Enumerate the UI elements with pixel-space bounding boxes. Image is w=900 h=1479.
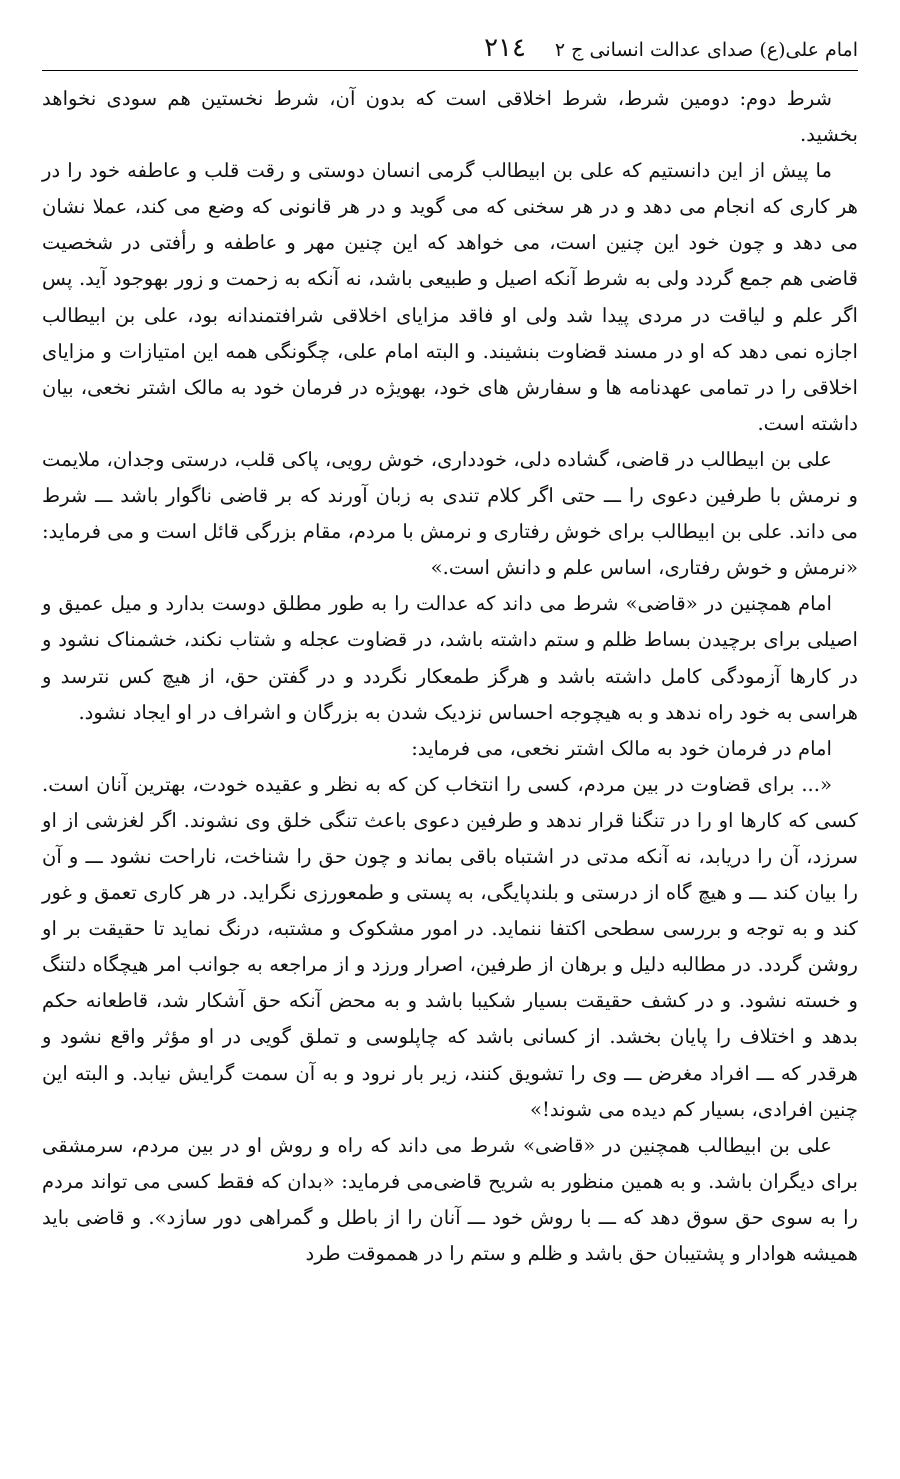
paragraph-quote-intro: امام در فرمان خود به مالک اشتر نخعی، می فرماید: <box>411 736 832 760</box>
book-page <box>42 34 858 1459</box>
page-number: ۲۱٤ <box>484 33 526 63</box>
paragraph-gentleness: علی بن ابیطالب در قاضی، گشاده دلی، خودداری، خوش رویی، پاکی قلب، درستی وجدان، ملایمت و نرمش با طرفین دعوی را ـــ حتی اگر کلام تندی به زبان آورند که بر قاضی ناگوار باشد ـــ شرط می داند. علی بن ابیطالب برای خوش رفتاری و نرمش با مردم، مقام بزرگی قائل است و می فرماید: «نرمش و خوش رفتاری، اساس علم و دانش است.» <box>42 447 858 580</box>
page-header <box>42 34 858 71</box>
paragraph-moral-qualities: ما پیش از این دانستیم که علی بن ابیطالب گرمی انسان دوستی و رقت قلب و عاطفه خود را در هر کاری که انجام می دهد و در هر سخنی که می گوید و در هر قانونی که وضع می کند، عملا نشان می دهد و چون خود این چنین است، می خواهد که این چنین مهر و عاطفه و رأفتی در شخصیت قاضی هم جمع گردد ولی به شرط آنکه اصیل و طبیعی باشد، نه آنکه به زحمت و زور بهوجود آید. پس اگر علم و لیاقت در مردی پیدا شد ولی او فاقد مزایای اخلاقی شرافتمندانه بود، علی بن ابیطالب اجازه نمی دهد که او در مسند قضاوت بنشیند. و البته امام علی، چگونگی همه این امتیازات و مزایای اخلاقی را در تمامی عهدنامه ها و سفارش های خود، بهویژه در فرمان خود به مالک اشتر نخعی، بیان داشته است. <box>42 159 858 435</box>
paragraph-love-of-justice: امام همچنین در «قاضی» شرط می داند که عدالت را به طور مطلق دوست بدارد و میل عمیق و اصیلی برای برچیدن بساط ظلم و ستم داشته باشد، در قضاوت عجله و شتاب نکند، خشمناک نشود و در کارها آزمودگی کامل داشته باشد و هرگز طمعکار نگردد و در گفتن حق، از هیچ کس نترسد و هراسی به خود راه ندهد و به هیچوجه احساس نزدیک شدن به بزرگان و اشراف در او ایجاد نشود. <box>42 592 858 724</box>
page-body <box>42 81 858 1272</box>
running-title: امام علی(ع) صدای عدالت انسانی ج ۲ <box>554 39 858 61</box>
paragraph-second-condition: شرط دوم: دومین شرط، شرط اخلاقی است که بدون آن، شرط نخستین هم سودی نخواهد بخشید. <box>42 87 858 147</box>
paragraph-role-model: علی بن ابیطالب همچنین در «قاضی» شرط می داند که راه و روش او در بین مردم، سرمشقی برای دیگران باشد. و به همین منظور به شریح قاضی‌می فرماید: «بدان که فقط کسی می تواند مردم را به سوی حق سوق دهد که ـــ با روش خود ـــ آنان را از باطل و گمراهی دور سازد». و قاضی باید همیشه هوادار و پشتیبان حق باشد و ظلم و ستم را در همموقت طرد <box>42 1133 858 1265</box>
paragraph-malik-ashtar-quote: «... برای قضاوت در بین مردم، کسی را انتخاب کن که به نظر و عقیده خودت، بهترین آنان است. کسی که کارها او را در تنگنا قرار ندهد و طرفین دعوی باعث تنگی خلق وی نشوند. اگر لغزشی از او سرزد، آن را دریابد، نه آنکه مدتی در اشتباه باقی بماند و چون حق را شناخت، ناراحت نشود ـــ و آن را بیان کند ـــ و هیچ گاه از درستی و بلندپایگی، به پستی و طمعورزی نگراید. در هر کاری تعمق و غور کند و به توجه و بررسی سطحی اکتفا ننماید. در امور مشکوک و مشتبه، درنگ نماید تا حقیقت بر او روشن گردد. در مطالبه دلیل و برهان از طرفین، اصرار ورزد و از مراجعه به جوانب امر هیچگاه دلتنگ و خسته نشود. و در کشف حقیقت بسیار شکیبا باشد و به محض آنکه حق آشکار شد، قاطعانه حکم بدهد و اختلاف را پایان بخشد. از کسانی باشد که چاپلوسی و تملق گویی در او مؤثر واقع نشود و هرقدر که ـــ افراد مغرض ـــ وی را تشویق کنند، زیر بار نرود و به آن سمت گرایش نیابد. و البته این چنین افرادی، بسیار کم دیده می شوند!» <box>42 772 858 1121</box>
